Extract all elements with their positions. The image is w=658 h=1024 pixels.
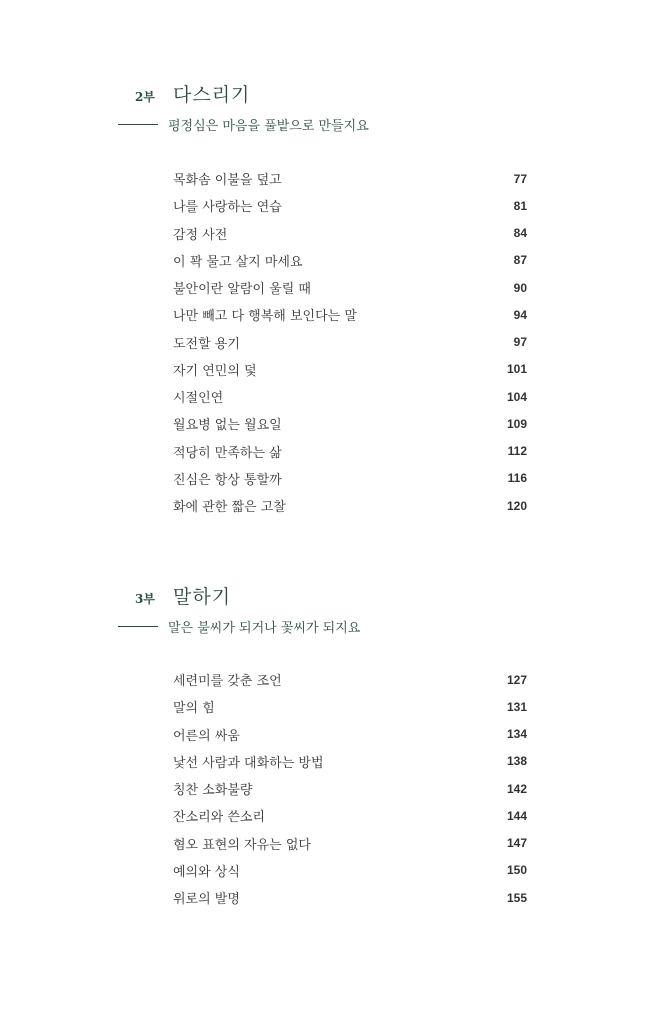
toc-entry[interactable] [173, 802, 527, 829]
part-number: 2부 [135, 90, 155, 104]
entry-title: 말의 힘 [173, 701, 215, 717]
entry-page-number: 116 [507, 471, 527, 486]
dash-rule [118, 626, 158, 627]
entry-title: 이 꽉 물고 살지 마세요 [173, 254, 303, 270]
toc-entry[interactable] [173, 410, 527, 437]
entry-title: 낯선 사람과 대화하는 방법 [173, 755, 324, 771]
entry-page-number: 127 [506, 672, 527, 687]
entry-page-number: 109 [506, 416, 527, 431]
entry-page-number: 97 [513, 335, 527, 350]
entry-page-number: 142 [506, 781, 527, 796]
entry-title: 어른의 싸움 [173, 728, 240, 744]
entry-title: 도전할 용기 [173, 336, 240, 352]
toc-entry[interactable] [173, 666, 527, 693]
entry-title: 세련미를 갖춘 조언 [173, 674, 282, 690]
entry-title: 진심은 항상 통할까 [173, 472, 282, 488]
entry-title: 불안이란 알람이 울릴 때 [173, 282, 311, 298]
entry-page-number: 90 [513, 280, 527, 295]
entry-page-number: 77 [513, 171, 527, 186]
dash-rule [118, 124, 158, 125]
toc-entry[interactable] [173, 356, 527, 383]
toc-entry[interactable] [173, 721, 527, 748]
toc-entry[interactable] [173, 220, 527, 247]
entry-page-number: 94 [513, 307, 527, 322]
entry-page-number: 87 [513, 253, 527, 268]
entry-page-number: 138 [506, 754, 527, 769]
entry-page-number: 150 [506, 863, 527, 878]
entry-title: 칭찬 소화불량 [173, 783, 253, 799]
entry-title: 잔소리와 쓴소리 [173, 810, 266, 826]
entry-page-number: 147 [506, 836, 527, 851]
part-title: 다스리기 [173, 84, 251, 106]
entry-page-number: 134 [506, 727, 527, 742]
toc-entry[interactable] [173, 438, 527, 465]
toc-entry[interactable] [173, 165, 527, 192]
entry-title: 자기 연민의 덫 [173, 363, 257, 379]
toc-entry[interactable] [173, 748, 527, 775]
part-title: 말하기 [173, 586, 232, 608]
entry-title: 감정 사전 [173, 227, 228, 243]
entry-title: 나만 빼고 다 행복해 보인다는 말 [173, 309, 357, 325]
entry-title: 예의와 상식 [173, 864, 240, 880]
entry-page-number: 155 [506, 890, 527, 905]
part-subtitle [118, 115, 369, 134]
part-subtitle [118, 617, 360, 636]
part-heading [135, 582, 231, 609]
toc-entry[interactable] [173, 884, 527, 911]
entry-title: 나를 사랑하는 연습 [173, 200, 282, 216]
entry-page-number: 120 [506, 498, 527, 513]
entry-page-number: 104 [506, 389, 527, 404]
toc-entry[interactable] [173, 775, 527, 802]
toc-entry[interactable] [173, 274, 527, 301]
toc-entry[interactable] [173, 329, 527, 356]
entry-title: 화에 관한 짧은 고찰 [173, 500, 286, 516]
toc-entry[interactable] [173, 192, 527, 219]
entry-title: 적당히 만족하는 삶 [173, 445, 282, 461]
toc-entry[interactable] [173, 247, 527, 274]
toc-entry[interactable] [173, 857, 527, 884]
toc-entry[interactable] [173, 465, 527, 492]
part-heading [135, 80, 250, 107]
toc-entry[interactable] [173, 830, 527, 857]
entry-page-number: 131 [506, 699, 527, 714]
entry-title: 목화솜 이불을 덮고 [173, 173, 282, 189]
entry-page-number: 101 [506, 362, 527, 377]
entry-page-number: 84 [513, 226, 527, 241]
subtitle-text: 평정심은 마음을 풀밭으로 만들지요 [168, 119, 369, 134]
entry-title: 월요병 없는 월요일 [173, 418, 282, 434]
toc-entry[interactable] [173, 492, 527, 519]
part-number: 3부 [135, 592, 155, 606]
entry-page-number: 144 [506, 808, 527, 823]
toc-entry[interactable] [173, 693, 527, 720]
entry-page-number: 112 [507, 444, 527, 459]
entry-title: 혐오 표현의 자유는 없다 [173, 837, 311, 853]
entry-title: 위로의 발명 [173, 892, 240, 908]
toc-list [173, 165, 527, 519]
toc-entry[interactable] [173, 301, 527, 328]
entry-title: 시절인연 [173, 391, 224, 407]
subtitle-text: 말은 불씨가 되거나 꽃씨가 되지요 [168, 621, 361, 636]
toc-entry[interactable] [173, 383, 527, 410]
toc-list [173, 666, 527, 911]
entry-page-number: 81 [513, 198, 527, 213]
